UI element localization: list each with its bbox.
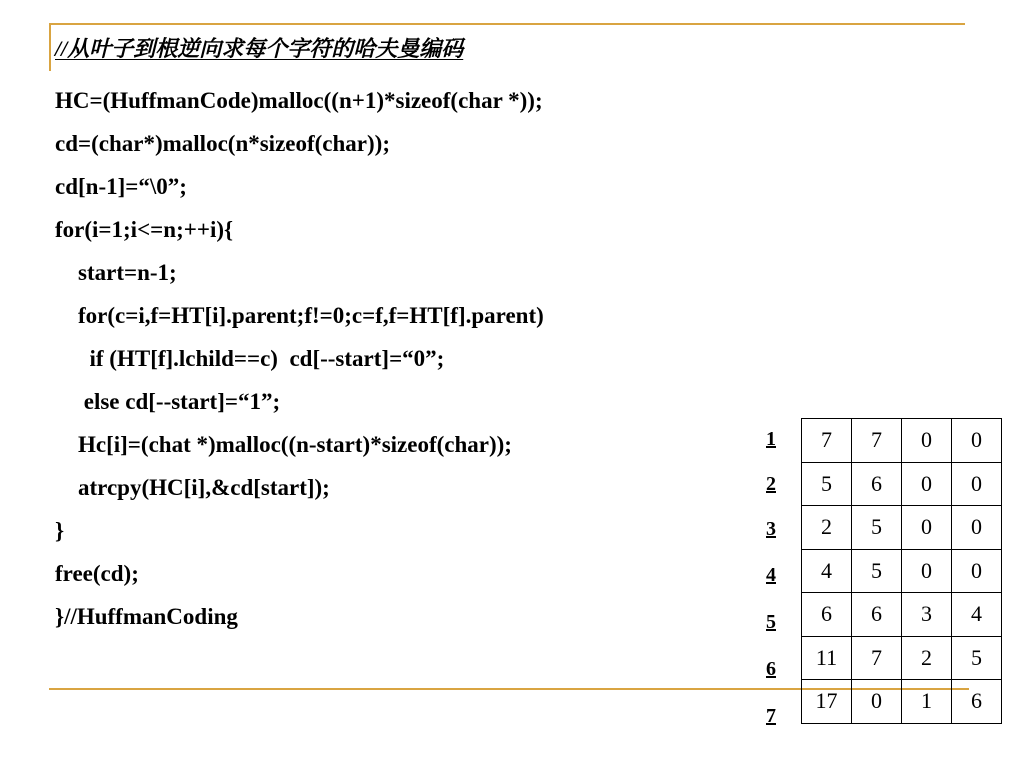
table-cell: 5 xyxy=(802,462,852,506)
code-line: atrcpy(HC[i],&cd[start]); xyxy=(55,475,330,500)
row-label: 6 xyxy=(766,658,776,680)
table-cell: 7 xyxy=(852,636,902,680)
left-rule xyxy=(49,23,51,71)
code-line: } xyxy=(55,518,65,543)
code-line: free(cd); xyxy=(55,561,139,586)
table-cell: 0 xyxy=(902,462,952,506)
row-label: 4 xyxy=(766,564,776,586)
row-label: 2 xyxy=(766,473,776,495)
row-label: 7 xyxy=(766,705,776,727)
huffman-code-table xyxy=(801,418,1002,724)
table-cell: 4 xyxy=(802,549,852,593)
table-cell: 3 xyxy=(902,593,952,637)
table-cell: 7 xyxy=(852,419,902,463)
code-line: HC=(HuffmanCode)malloc((n+1)*sizeof(char *)); xyxy=(55,88,543,113)
table-row xyxy=(802,593,1002,637)
table-row xyxy=(802,636,1002,680)
code-line: for(c=i,f=HT[i].parent;f!=0;c=f,f=HT[f].parent) xyxy=(55,303,544,328)
table-cell: 0 xyxy=(952,462,1002,506)
table-cell: 2 xyxy=(802,506,852,550)
table-cell: 0 xyxy=(852,680,902,724)
code-comment: //从叶子到根逆向求每个字符的哈夫曼编码 xyxy=(55,36,464,61)
table-cell: 4 xyxy=(952,593,1002,637)
code-line: else cd[--start]=“1”; xyxy=(55,389,281,414)
table-cell: 0 xyxy=(902,549,952,593)
table-cell: 0 xyxy=(902,506,952,550)
table-cell: 6 xyxy=(852,593,902,637)
table-cell: 17 xyxy=(802,680,852,724)
row-label: 1 xyxy=(766,428,776,450)
top-rule xyxy=(49,23,965,25)
table-cell: 0 xyxy=(952,419,1002,463)
table-cell: 0 xyxy=(952,549,1002,593)
code-line: start=n-1; xyxy=(55,260,177,285)
table-row xyxy=(802,680,1002,724)
code-line: }//HuffmanCoding xyxy=(55,604,238,629)
row-label: 5 xyxy=(766,611,776,633)
table-row xyxy=(802,549,1002,593)
table-cell: 5 xyxy=(952,636,1002,680)
table-row xyxy=(802,419,1002,463)
table-cell: 5 xyxy=(852,549,902,593)
code-line: cd=(char*)malloc(n*sizeof(char)); xyxy=(55,131,390,156)
code-line: for(i=1;i<=n;++i){ xyxy=(55,217,234,242)
table-cell: 2 xyxy=(902,636,952,680)
table-row xyxy=(802,462,1002,506)
table-cell: 1 xyxy=(902,680,952,724)
code-line: Hc[i]=(chat *)malloc((n-start)*sizeof(char)); xyxy=(55,432,512,457)
table-cell: 7 xyxy=(802,419,852,463)
code-line: cd[n-1]=“\0”; xyxy=(55,174,187,199)
table-cell: 0 xyxy=(902,419,952,463)
table-cell: 11 xyxy=(802,636,852,680)
table-cell: 6 xyxy=(852,462,902,506)
table-cell: 6 xyxy=(952,680,1002,724)
code-line: if (HT[f].lchild==c) cd[--start]=“0”; xyxy=(55,346,445,371)
table-row xyxy=(802,506,1002,550)
table-cell: 6 xyxy=(802,593,852,637)
row-label: 3 xyxy=(766,518,776,540)
table-cell: 5 xyxy=(852,506,902,550)
table-cell: 0 xyxy=(952,506,1002,550)
